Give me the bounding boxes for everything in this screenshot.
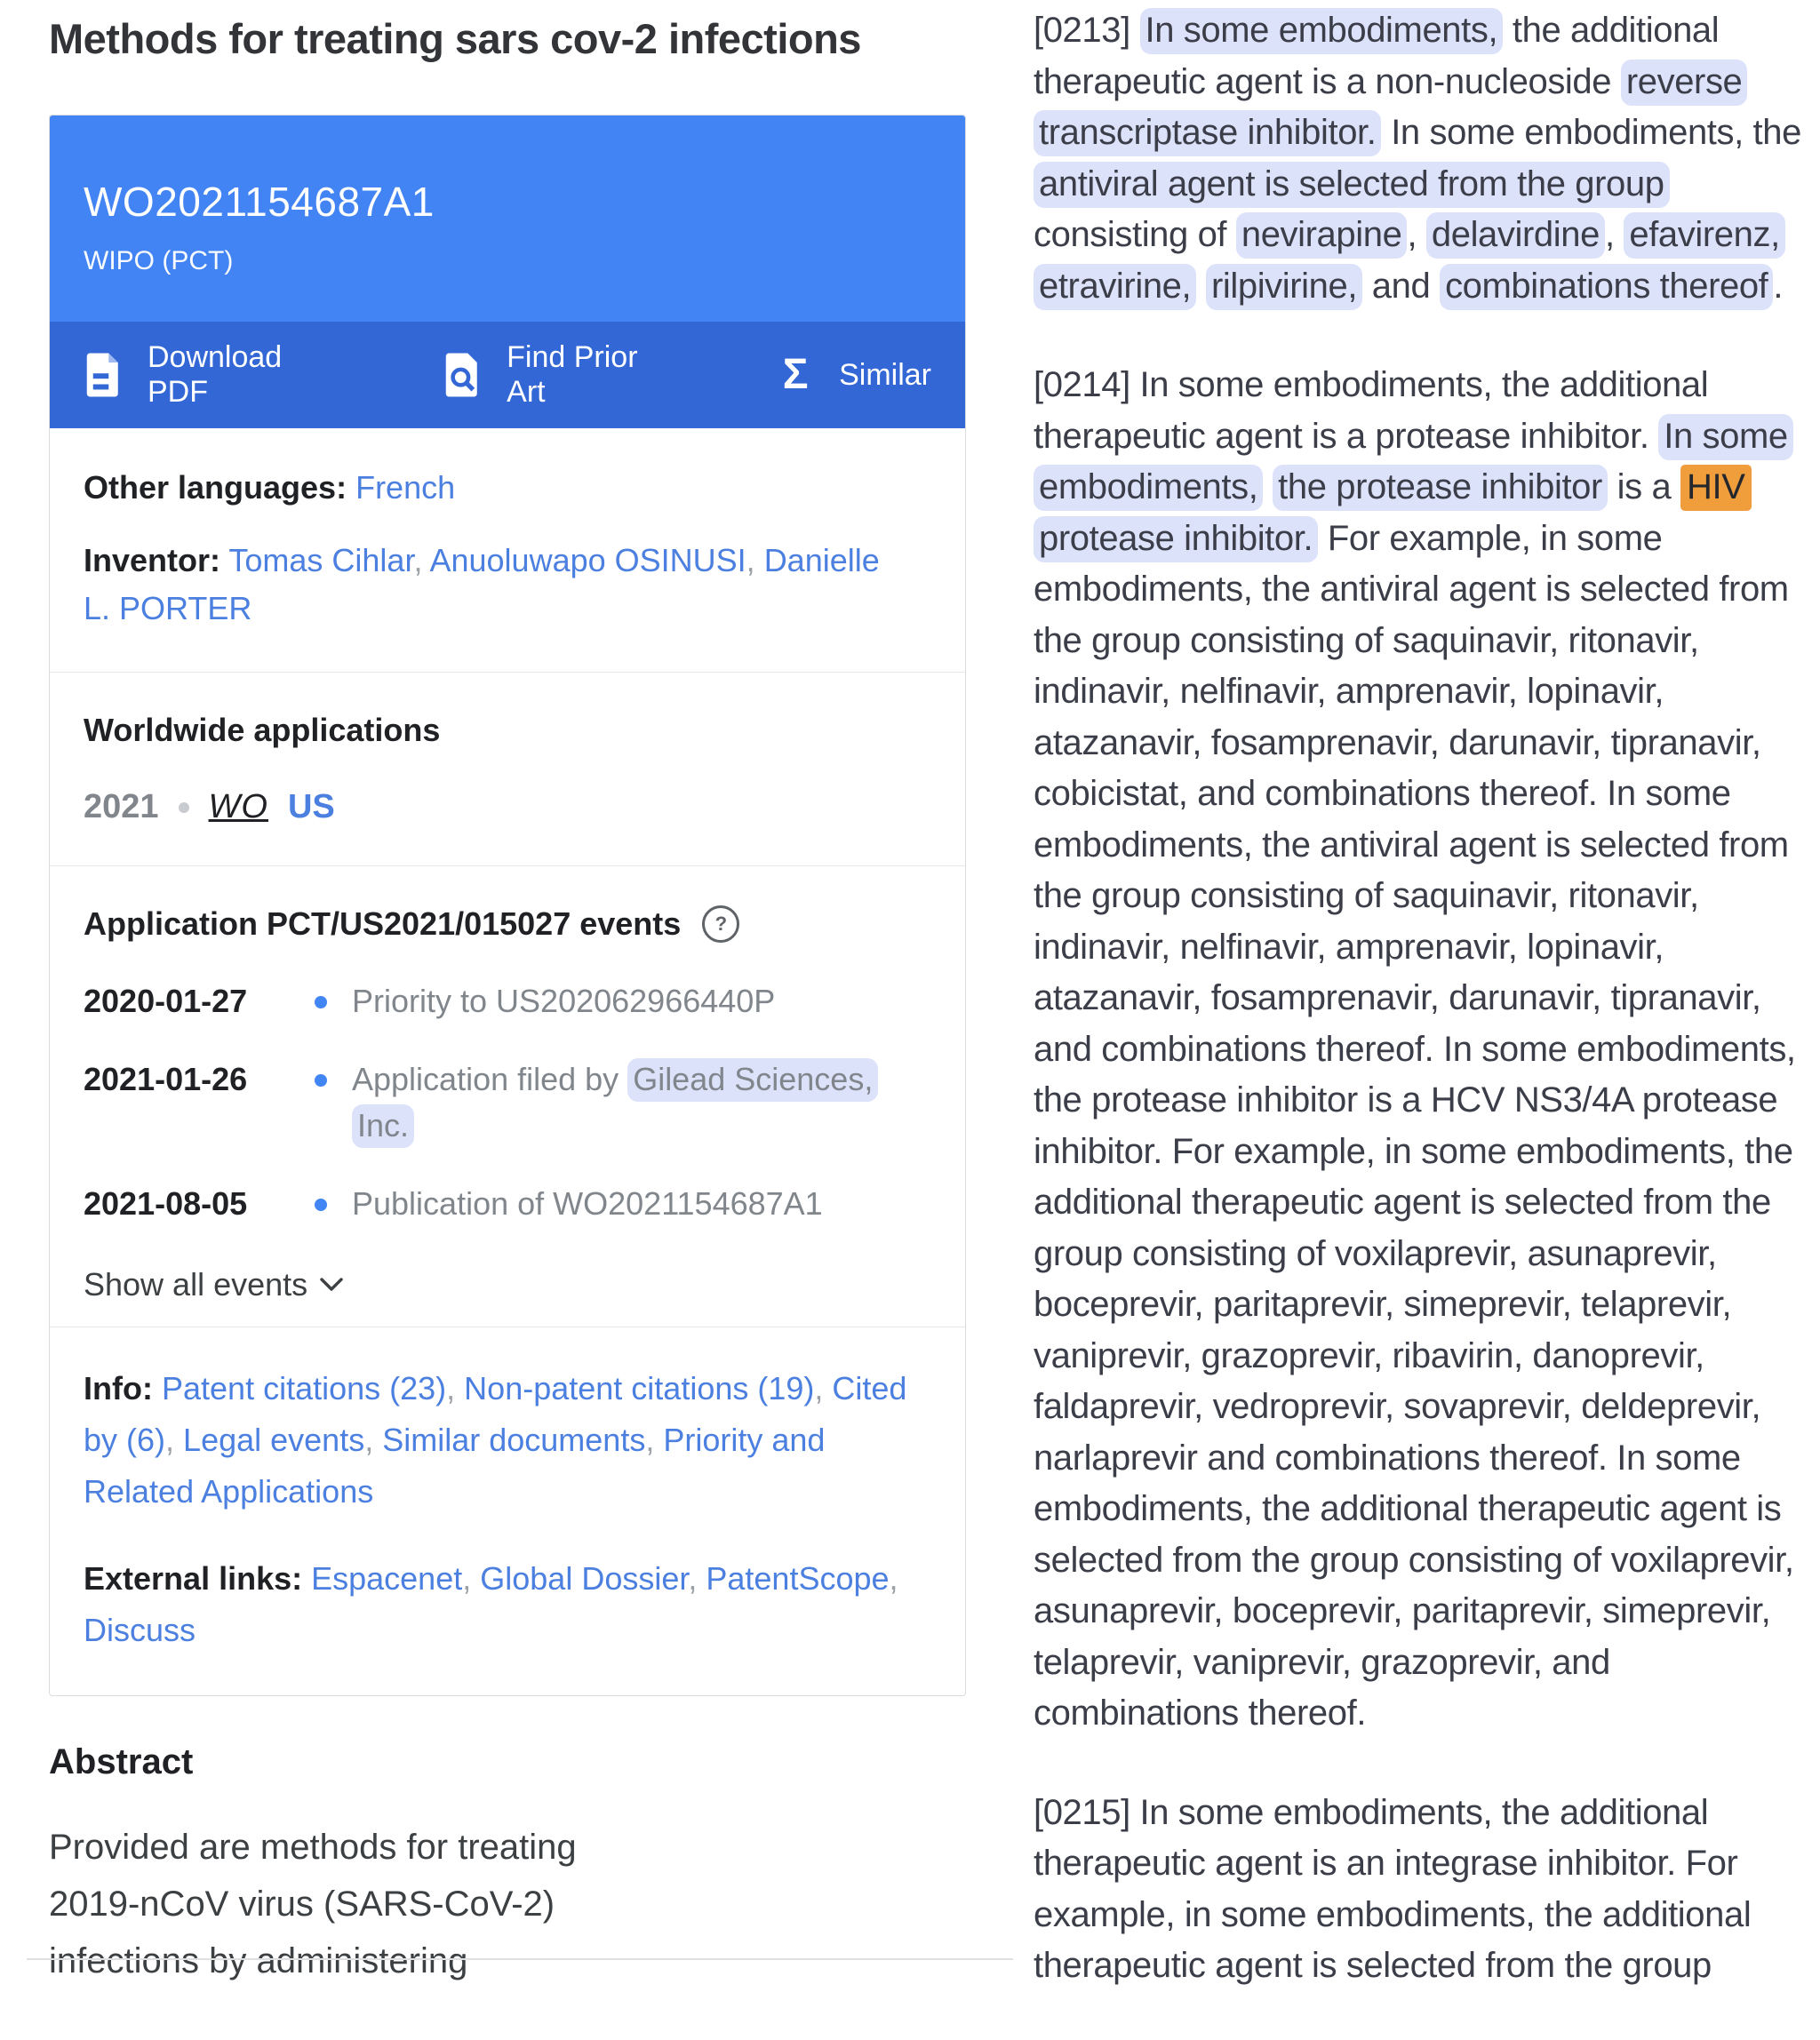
events-list (84, 978, 931, 1227)
abstract-text: Provided are methods for treating 2019-nCoV virus (SARS-CoV-2) infections by administering (49, 1828, 577, 1980)
worldwide-applications-section (50, 673, 965, 865)
separator: , (814, 1370, 833, 1406)
event-dot (315, 1199, 327, 1211)
inventor-link[interactable]: Danielle L. PORTER (84, 542, 880, 626)
external-link[interactable]: Espacenet (311, 1560, 463, 1597)
publication-number: WO2021154687A1 (84, 179, 435, 225)
highlighted-assignee[interactable]: Gilead Sciences, Inc. (352, 1058, 878, 1148)
separator: , (688, 1560, 706, 1597)
highlighted-text: reverse transcriptase inhibitor. (1034, 60, 1747, 157)
patent-toolbar (50, 322, 965, 428)
paragraph-0213: [0213] In some embodiments, the additional therapeutic agent is a non-nucleoside reverse transcriptase inhibitor. In some embodiments, the antiviral agent is selected from the group consisting of nevirapine , delavirdine , efavirenz, etravirine, rilpivirine, and combinations thereof . (1034, 5, 1820, 312)
external-link[interactable]: Global Dossier (480, 1560, 689, 1597)
highlighted-text: combinations thereof (1440, 264, 1773, 310)
separator: , (462, 1560, 481, 1597)
highlighted-text: In some embodiments, (1034, 414, 1793, 512)
search-term-highlight: HIV (1680, 465, 1751, 511)
highlighted-text: delavirdine (1426, 212, 1605, 259)
inventor-link[interactable]: Anuoluwapo OSINUSI (429, 542, 746, 578)
info-label: Info: (84, 1370, 153, 1406)
separator: , (446, 1370, 465, 1406)
inventor-line (84, 537, 910, 633)
info-links (84, 1370, 906, 1510)
patent-description-text (1034, 5, 1820, 2040)
event-row (84, 1056, 931, 1149)
paragraph-0215: [0215] In some embodiments, the additional therapeutic agent is an integrase inhibitor. For example, in some embodiments, the additional therapeutic agent is selected from the group (1034, 1792, 1752, 1985)
info-link[interactable]: Cited by (6) (84, 1370, 907, 1458)
find-prior-art-icon (443, 353, 483, 397)
event-dot (315, 996, 327, 1008)
highlighted-text: In some embodiments, (1140, 8, 1504, 54)
highlighted-text: rilpivirine, (1206, 264, 1362, 310)
separator: , (889, 1560, 898, 1597)
info-link[interactable]: Non-patent citations (19) (464, 1370, 815, 1406)
separator: , (413, 542, 430, 578)
worldwide-current-wo: WO (208, 788, 268, 825)
other-language-link[interactable]: French (355, 469, 456, 506)
highlighted-text: antiviral agent is selected from the group (1034, 162, 1670, 208)
event-date: 2021-08-05 (84, 1185, 248, 1222)
sigma-icon: Σ (782, 351, 809, 398)
inventor-link[interactable]: Tomas Cihlar (228, 542, 414, 578)
download-pdf-label: Download PDF (148, 340, 283, 409)
separator: , (364, 1422, 383, 1458)
left-column (49, 9, 966, 1989)
info-link[interactable]: Patent citations (23) (161, 1370, 447, 1406)
external-links-label: External links: (84, 1560, 303, 1597)
event-row (84, 978, 931, 1024)
patent-card-header (50, 116, 965, 322)
info-link[interactable]: Priority and Related Applications (84, 1422, 826, 1510)
other-languages-label: Other languages: (84, 469, 347, 506)
event-date: 2021-01-26 (84, 1061, 248, 1097)
events-heading-row (84, 902, 931, 946)
separator: , (165, 1422, 184, 1458)
find-prior-art-label: Find Prior Art (507, 340, 638, 409)
highlighted-text: protease inhibitor. (1034, 516, 1318, 562)
download-pdf-button[interactable] (84, 340, 350, 410)
info-link[interactable]: Legal events (183, 1422, 365, 1458)
highlighted-text: efavirenz, (1624, 212, 1784, 259)
chevron-down-icon (320, 1278, 343, 1292)
patent-office: WIPO (PCT) (84, 246, 234, 275)
download-pdf-icon (84, 353, 124, 397)
external-link[interactable]: PatentScope (706, 1560, 890, 1597)
inventor-label: Inventor: (84, 542, 221, 578)
show-all-events-label: Show all events (84, 1266, 308, 1303)
highlighted-text: the protease inhibitor (1273, 465, 1608, 511)
event-row (84, 1181, 931, 1227)
separator: , (645, 1422, 664, 1458)
info-line (84, 1363, 910, 1518)
external-links-line (84, 1553, 910, 1656)
event-description: Application filed by Gilead Sciences, Inc. (352, 1056, 931, 1149)
highlighted-text: etravirine, (1034, 264, 1196, 310)
worldwide-heading: Worldwide applications (84, 712, 441, 748)
other-languages-line (84, 464, 931, 512)
bullet-separator (179, 802, 189, 813)
application-events-section (50, 866, 965, 1327)
page-title: Methods for treating sars cov-2 infections (49, 15, 861, 62)
separator: , (746, 542, 764, 578)
info-link[interactable]: Similar documents (382, 1422, 646, 1458)
event-description: Priority to US202062966440P (352, 983, 776, 1019)
event-description: Publication of WO2021154687A1 (352, 1185, 823, 1222)
paragraph-0214: [0214] In some embodiments, the additional therapeutic agent is a protease inhibitor. In some embodiments, the protease inhibitor is a HIV protease inhibitor. For example, in some embodiments, the antiviral agent is selected from the group consisting of saquinavir, ritonavir, indinavir, nelfinavir, amprenavir, lopinavir, atazanavir, fosamprenavir, darunavir, tipranavir, cobicistat, and combinations thereof. In some embodiments, the antiviral agent is selected from the group consisting of saquinavir, ritonavir, indinavir, nelfinavir, amprenavir, lopinavir, atazanavir, fosamprenavir, darunavir, tipranavir, and combinations thereof. In some embodiments, the protease inhibitor is a HCV NS3/4A protease inhibitor. For example, in some embodiments, the additional therapeutic agent is selected from the group consisting of voxilaprevir, asunaprevir, boceprevir, paritaprevir, simeprevir, telaprevir, vaniprevir, grazoprevir, ribavirin, danoprevir, faldaprevir, vedroprevir, sovaprevir, deldeprevir, narlaprevir and combinations thereof. In some embodiments, the additional therapeutic agent is selected from the group consisting of voxilaprevir, asunaprevir, boceprevir, paritaprevir, simeprevir, telaprevir, vaniprevir, grazoprevir, and combinations thereof. (1034, 365, 1796, 1733)
event-dot (315, 1074, 327, 1087)
help-icon[interactable]: ? (702, 905, 739, 943)
worldwide-row (84, 788, 931, 826)
languages-inventor-section (50, 428, 965, 672)
external-link[interactable]: Discuss (84, 1612, 196, 1648)
similar-label: Similar (839, 357, 931, 392)
divider (27, 1958, 1013, 1960)
event-date: 2020-01-27 (84, 983, 248, 1019)
highlighted-text: nevirapine (1236, 212, 1408, 259)
find-prior-art-button[interactable] (443, 340, 682, 410)
worldwide-year: 2021 (84, 788, 159, 825)
info-links-section (50, 1327, 965, 1695)
events-heading: Application PCT/US2021/015027 events (84, 905, 682, 942)
patent-card (49, 115, 966, 1696)
worldwide-link-us[interactable]: US (287, 788, 335, 825)
show-all-events-button[interactable] (84, 1266, 931, 1303)
abstract-heading: Abstract (49, 1742, 194, 1781)
similar-button[interactable] (775, 353, 931, 397)
